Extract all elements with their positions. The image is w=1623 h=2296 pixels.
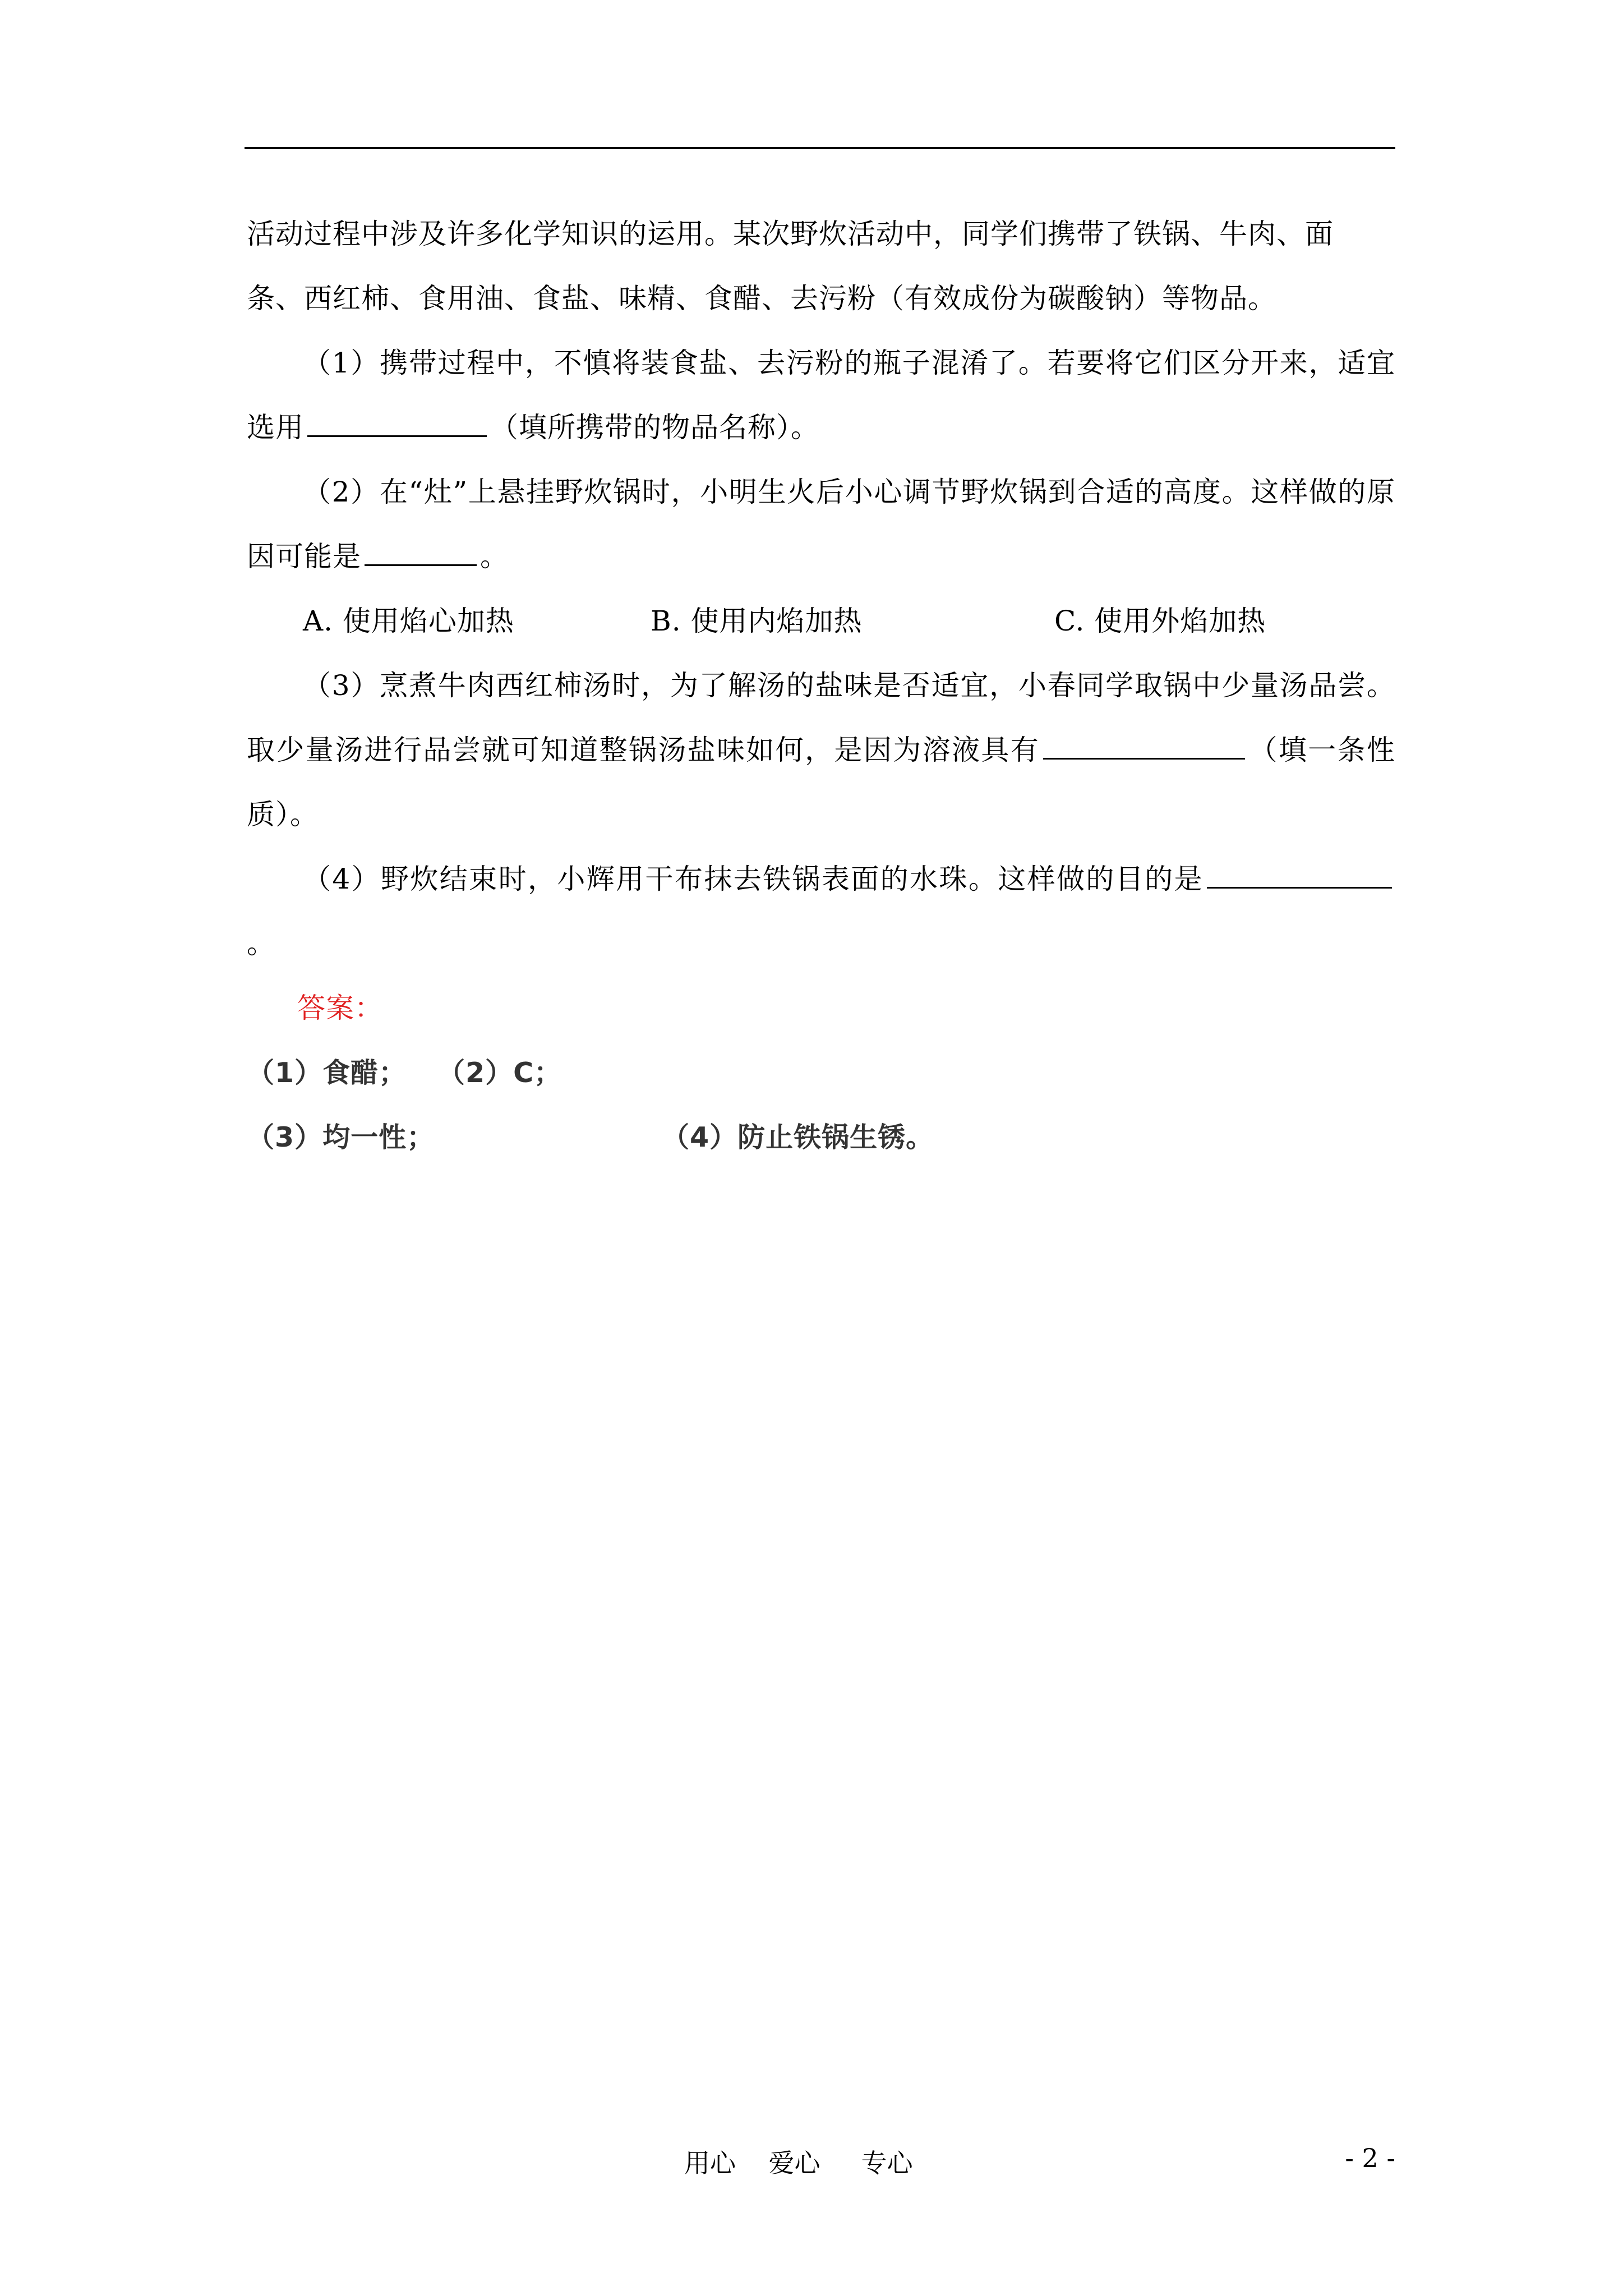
- question-4-blank: [1207, 864, 1392, 889]
- question-2: [247, 460, 1395, 589]
- answer-2: （2）C；: [437, 1057, 562, 1089]
- question-2-options: [247, 589, 1395, 654]
- question-1: [247, 331, 1395, 460]
- answer-heading: 答案：: [297, 992, 383, 1024]
- question-1-text: （1）携带过程中，不慎将装食盐、去污粉的瓶子混淆了。若要将它们区分开来，适宜选用: [247, 347, 1395, 444]
- question-3-text: （3）烹煮牛肉西红柿汤时，为了解汤的盐味是否适宜，小春同学取锅中少量汤品尝。取少量汤进行品尝就可知道整锅汤盐味如何，是因为溶液具有: [247, 669, 1395, 766]
- answer-3: （3）均一性；: [247, 1121, 435, 1153]
- question-1-blank: [307, 413, 487, 437]
- intro-line-1: 活动过程中涉及许多化学知识的运用。某次野炊活动中，同学们携带了铁锅、牛肉、面: [247, 218, 1334, 250]
- page-number: - 2 -: [1345, 2143, 1395, 2173]
- answer-4: （4）防止铁锅生锈。: [662, 1121, 934, 1153]
- question-4-text: （4）野炊结束时，小辉用干布抹去铁锅表面的水珠。这样做的目的是: [303, 863, 1204, 895]
- question-2-text: （2）在“灶”上悬挂野炊锅时，小明生火后小心调节野炊锅到合适的高度。这样做的原因可能是: [247, 476, 1395, 573]
- question-4-suffix: 。: [247, 927, 275, 960]
- answer-row-1: [247, 1041, 1395, 1105]
- question-3-suffix: （填一条性质）。: [247, 734, 1395, 831]
- question-3-blank: [1043, 735, 1245, 760]
- option-a: A. 使用焰心加热: [303, 605, 514, 637]
- question-4: [247, 847, 1395, 976]
- question-1-suffix: （填所携带的物品名称）。: [490, 411, 819, 444]
- header-rule: [245, 147, 1395, 149]
- intro-line-2: 条、西红柿、食用油、食盐、味精、食醋、去污粉（有效成份为碳酸钠）等物品。: [247, 282, 1276, 315]
- answer-1: （1）食醋；: [247, 1057, 407, 1089]
- question-2-suffix: 。: [480, 540, 509, 573]
- answer-block: [247, 1041, 1395, 1170]
- answer-row-2: [247, 1105, 1395, 1170]
- question-3: [247, 654, 1395, 847]
- intro-paragraph: [247, 202, 1395, 331]
- option-c: C. 使用外焰加热: [1054, 605, 1266, 637]
- document-body: [247, 202, 1395, 1170]
- footer-motto: 用心 爱心 专心: [684, 2148, 913, 2178]
- option-b: B. 使用内焰加热: [651, 605, 863, 637]
- question-2-blank: [365, 542, 477, 566]
